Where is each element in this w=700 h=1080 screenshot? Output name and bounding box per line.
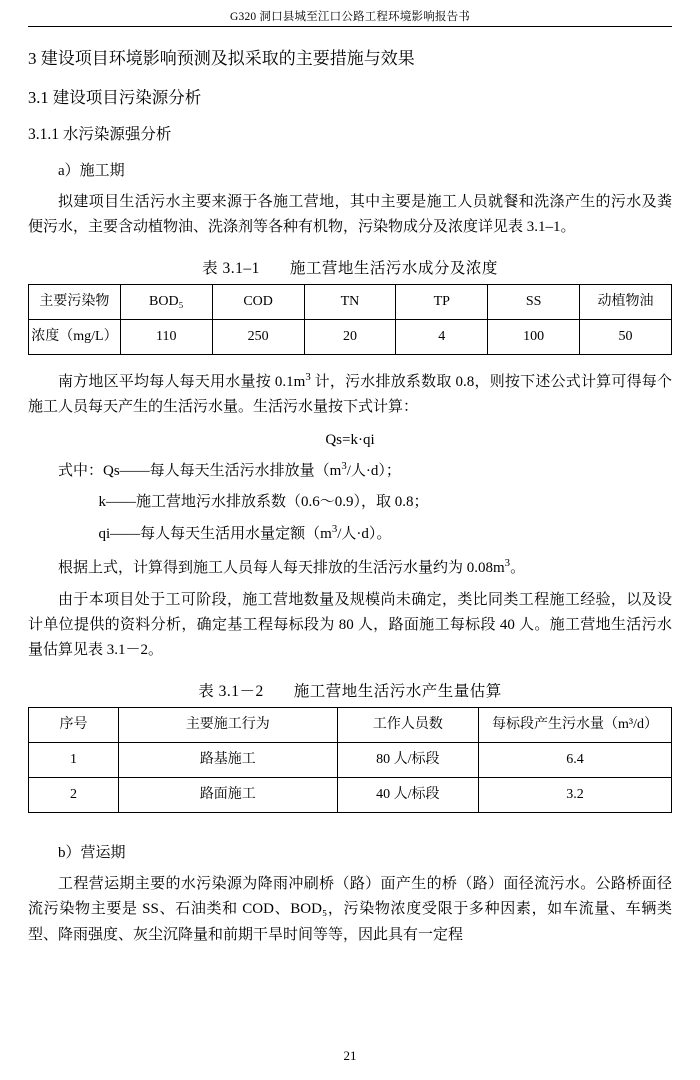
table1-caption-number: 表 3.1–1 [202,259,260,277]
table2-r1c1: 路面施工 [119,778,338,813]
paragraph-operation-period: 工程营运期主要的水污染源为降雨冲刷桥（路）面产生的桥（路）面径流污水。公路桥面径流污染物主要是 SS、石油类和 COD、BOD₅，污染物浓度受限于多种因素，如车流量、车辆类型、降雨强度、灰尘沉降量和前期干旱时间等等，因此具有一定程 [28,876,672,943]
table1-value-4: 100 [488,319,580,354]
page-number: 21 [343,1048,357,1063]
table2-caption-number: 表 3.1－2 [198,683,264,701]
paragraph-camp-scale: 由于本项目处于工可阶段，施工营地数量及规模尚未确定，类比同类工程施工经验，以及设计单位提供的资料分析，确定基工程每标段为 80 人，路面施工每标段 40 人。施工营地生活污水量估算见表 3.1－2。 [28,591,672,659]
paragraph-water-quota-pre: 南方地区平均每人每天用水量按 0.1m [58,373,306,390]
paragraph-result-sup: 3 [504,556,511,569]
table1-value-3: 4 [396,319,488,354]
paragraph-result-pre: 根据上式，计算得到施工人员每人每天排放的生活污水量约为 0.08m [58,559,505,576]
paragraph-water-quota-sup: 3 [305,370,311,383]
paragraph-result-post: 。 [510,559,526,576]
table2-r0c2: 80 人/标段 [337,743,478,778]
table-row [29,284,672,319]
formula-legend-qi-pre: qi——每人每天生活用水量定额（m [98,525,332,542]
heading-section-3-1: 3.1 建设项目污染源分析 [28,87,202,107]
formula-legend-qi [28,521,672,547]
table-wastewater-estimate [28,707,672,813]
paragraph-water-quota [28,368,672,420]
table1-value-0: 110 [120,319,212,354]
formula-legend-qi-post: /人·d）。 [337,525,392,542]
table2-r0c1: 路基施工 [119,743,338,778]
table-row [29,778,672,813]
heading-section-3: 3 建设项目环境影响预测及拟采取的主要措施与效果 [28,49,415,68]
table1-header-3: TN [304,284,396,319]
heading-section-3-1-1: 3.1.1 水污染源强分析 [28,126,172,144]
table-row [29,708,672,743]
table2-r1c3: 3.2 [479,778,672,813]
formula-legend-qs [28,458,672,484]
table1-header-4: TP [396,284,488,319]
table-row [29,743,672,778]
formula-legend-qs-sup: 3 [341,460,347,473]
page-content [28,36,672,1040]
table1-value-1: 250 [212,319,304,354]
table2-header-1: 主要施工行为 [119,708,338,743]
table1-caption-title: 施工营地生活污水成分及浓度 [289,259,498,277]
paragraph-water-quota-post: 计，污水排放系数取 0.8，则按下述公式计算可得每个施工人员每天产生的生活污水量。生活污水量按下式计算： [28,373,672,416]
formula-legend-qs-pre: 式中：Qs——每人每天生活污水排放量（m [58,463,342,480]
table2-header-3: 每标段产生污水量（m³/d） [479,708,672,743]
table1-header-1: BOD₅ [120,284,212,319]
header-divider [28,26,672,27]
running-header: G320 洞口县城至江口公路工程环境影响报告书 [229,11,471,23]
formula-legend-qs-post: /人·d）； [346,463,401,480]
table1-value-5: 50 [580,319,672,354]
table-row [29,319,672,354]
formula-qs: Qs=k·qi [325,432,375,449]
table2-caption-title: 施工营地生活污水产生量估算 [293,683,502,701]
table2-r1c2: 40 人/标段 [337,778,478,813]
heading-subsection-b: b）营运期 [58,845,126,862]
heading-subsection-a: a）施工期 [58,162,125,179]
table1-header-6: 动植物油 [580,284,672,319]
table1-value-2: 20 [304,319,396,354]
table-wastewater-composition [28,284,672,355]
table1-header-2: COD [212,284,304,319]
formula-legend-qi-sup: 3 [331,522,338,535]
table2-r0c3: 6.4 [479,743,672,778]
table2-caption [28,679,672,701]
formula-legend-k: k——施工营地污水排放系数（0.6～0.9），取 0.8； [98,494,429,510]
table1-caption [28,256,672,278]
paragraph-wastewater-source: 拟建项目生活污水主要来源于各施工营地，其中主要是施工人员就餐和洗涤产生的污水及粪便污水，主要含动植物油、洗涤剂等各种有机物，污染物成分及浓度详见表 3.1–1。 [28,193,672,235]
table1-header-5: SS [488,284,580,319]
table2-r0c0: 1 [29,743,119,778]
table2-header-2: 工作人员数 [337,708,478,743]
table2-header-0: 序号 [29,708,119,743]
table1-row-label: 浓度（mg/L） [29,319,121,354]
paragraph-result [28,554,672,581]
table1-header-0: 主要污染物 [29,284,121,319]
table2-r1c0: 2 [29,778,119,813]
